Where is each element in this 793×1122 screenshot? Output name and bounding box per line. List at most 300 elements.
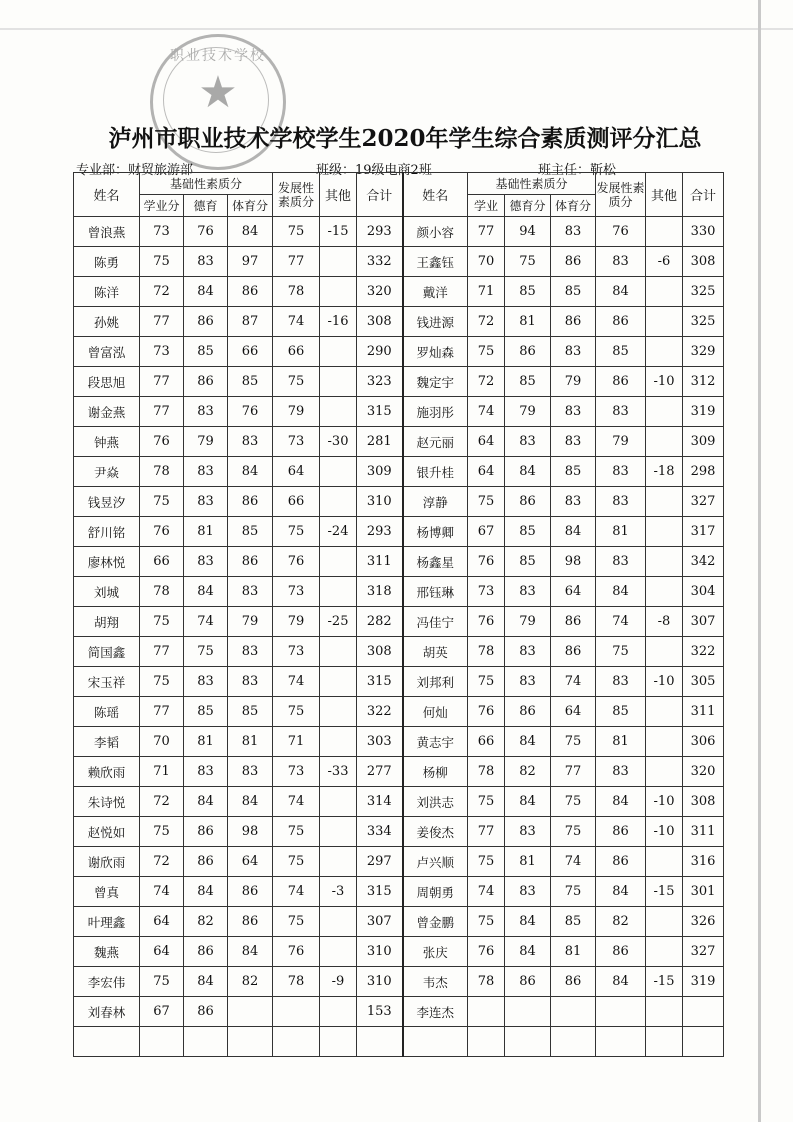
left-moral-cell: 86	[184, 367, 228, 397]
blank-cell	[683, 1027, 724, 1057]
right-moral-cell: 85	[505, 517, 551, 547]
blank-cell	[320, 1027, 357, 1057]
left-pe-cell: 85	[228, 517, 273, 547]
right-name-cell: 杨博卿	[403, 517, 468, 547]
left-other-cell	[320, 277, 357, 307]
right-total-cell: 326	[683, 907, 724, 937]
right-academic-cell: 76	[468, 607, 505, 637]
left-name-cell: 叶理鑫	[74, 907, 140, 937]
right-moral-cell: 81	[505, 847, 551, 877]
table-row	[74, 217, 724, 247]
right-moral-cell: 84	[505, 907, 551, 937]
left-total-cell: 293	[357, 517, 403, 547]
right-name-cell: 银升桂	[403, 457, 468, 487]
right-moral-cell: 85	[505, 277, 551, 307]
right-name-cell: 刘邦利	[403, 667, 468, 697]
right-academic-cell: 76	[468, 697, 505, 727]
right-dev-cell: 83	[596, 397, 646, 427]
left-total-cell: 323	[357, 367, 403, 397]
left-other-cell: -25	[320, 607, 357, 637]
left-moral-cell: 84	[184, 577, 228, 607]
right-total-cell: 311	[683, 697, 724, 727]
left-name-cell: 刘春林	[74, 997, 140, 1027]
left-pe-cell: 83	[228, 757, 273, 787]
table-row	[74, 427, 724, 457]
right-moral-cell: 94	[505, 217, 551, 247]
right-name-cell: 周朝勇	[403, 877, 468, 907]
right-pe-cell: 64	[551, 577, 596, 607]
right-dev-cell: 75	[596, 637, 646, 667]
left-academic-cell: 76	[140, 427, 184, 457]
left-name-cell: 陈洋	[74, 277, 140, 307]
right-academic-cell	[468, 997, 505, 1027]
right-moral-cell: 84	[505, 727, 551, 757]
left-name-cell: 简国鑫	[74, 637, 140, 667]
right-total-cell: 325	[683, 277, 724, 307]
left-total-cell: 303	[357, 727, 403, 757]
table-row	[74, 547, 724, 577]
teacher-value: 靳松	[590, 163, 617, 178]
right-dev-cell: 83	[596, 247, 646, 277]
right-name-cell: 卢兴顺	[403, 847, 468, 877]
right-total-cell: 320	[683, 757, 724, 787]
right-total-cell: 342	[683, 547, 724, 577]
right-academic-cell: 75	[468, 847, 505, 877]
table-row	[74, 307, 724, 337]
left-dev-cell: 66	[273, 487, 320, 517]
left-pe-cell: 84	[228, 937, 273, 967]
left-total-cell: 277	[357, 757, 403, 787]
left-academic-cell: 77	[140, 697, 184, 727]
left-moral-cell: 75	[184, 637, 228, 667]
left-other-cell	[320, 547, 357, 577]
left-total-cell: 315	[357, 877, 403, 907]
left-name-cell: 钟燕	[74, 427, 140, 457]
right-other-cell: -6	[646, 247, 683, 277]
header-name-right: 姓名	[403, 173, 468, 217]
right-pe-cell: 77	[551, 757, 596, 787]
right-other-cell	[646, 937, 683, 967]
header-academic-right: 学业	[468, 195, 505, 217]
left-pe-cell: 66	[228, 337, 273, 367]
left-name-cell: 刘城	[74, 577, 140, 607]
blank-cell	[228, 1027, 273, 1057]
blank-cell	[551, 1027, 596, 1057]
right-academic-cell: 75	[468, 667, 505, 697]
header-other-left: 其他	[320, 173, 357, 217]
left-other-cell	[320, 997, 357, 1027]
left-name-cell: 谢欣雨	[74, 847, 140, 877]
left-dev-cell: 79	[273, 397, 320, 427]
class-label: 班级：	[316, 163, 356, 178]
right-academic-cell: 71	[468, 277, 505, 307]
left-pe-cell: 84	[228, 217, 273, 247]
right-other-cell	[646, 517, 683, 547]
left-name-cell: 曾真	[74, 877, 140, 907]
right-total-cell: 316	[683, 847, 724, 877]
left-name-cell: 舒川铭	[74, 517, 140, 547]
right-moral-cell: 83	[505, 427, 551, 457]
left-dev-cell: 64	[273, 457, 320, 487]
right-academic-cell: 78	[468, 757, 505, 787]
header-moral-left: 德育	[184, 195, 228, 217]
left-total-cell: 315	[357, 667, 403, 697]
left-other-cell: -15	[320, 217, 357, 247]
right-other-cell	[646, 577, 683, 607]
right-total-cell: 319	[683, 397, 724, 427]
right-name-cell: 胡英	[403, 637, 468, 667]
right-other-cell	[646, 217, 683, 247]
right-moral-cell: 86	[505, 487, 551, 517]
right-other-cell	[646, 637, 683, 667]
right-academic-cell: 77	[468, 817, 505, 847]
dept-value: 财贸旅游部	[128, 163, 194, 178]
left-name-cell: 李宏伟	[74, 967, 140, 997]
right-moral-cell: 75	[505, 247, 551, 277]
right-total-cell: 308	[683, 787, 724, 817]
right-total-cell: 311	[683, 817, 724, 847]
right-dev-cell: 83	[596, 667, 646, 697]
table-row	[74, 487, 724, 517]
header-pe-left: 体育分	[228, 195, 273, 217]
right-name-cell: 戴洋	[403, 277, 468, 307]
left-dev-cell: 77	[273, 247, 320, 277]
table-row	[74, 787, 724, 817]
left-dev-cell: 74	[273, 787, 320, 817]
left-academic-cell: 75	[140, 967, 184, 997]
right-moral-cell: 84	[505, 787, 551, 817]
left-pe-cell: 83	[228, 427, 273, 457]
right-total-cell: 307	[683, 607, 724, 637]
right-total-cell: 329	[683, 337, 724, 367]
left-total-cell: 281	[357, 427, 403, 457]
left-total-cell: 297	[357, 847, 403, 877]
left-pe-cell: 86	[228, 277, 273, 307]
right-total-cell: 325	[683, 307, 724, 337]
right-total-cell: 312	[683, 367, 724, 397]
left-total-cell: 153	[357, 997, 403, 1027]
left-total-cell: 314	[357, 787, 403, 817]
left-dev-cell: 75	[273, 847, 320, 877]
table-row	[74, 247, 724, 277]
header-pe-right: 体育分	[551, 195, 596, 217]
left-academic-cell: 66	[140, 547, 184, 577]
left-other-cell	[320, 337, 357, 367]
left-total-cell: 308	[357, 637, 403, 667]
right-moral-cell: 79	[505, 397, 551, 427]
right-pe-cell: 85	[551, 457, 596, 487]
right-pe-cell: 86	[551, 967, 596, 997]
right-pe-cell	[551, 997, 596, 1027]
blank-cell	[468, 1027, 505, 1057]
right-pe-cell: 64	[551, 697, 596, 727]
left-pe-cell: 76	[228, 397, 273, 427]
left-dev-cell: 78	[273, 277, 320, 307]
table-row	[74, 457, 724, 487]
left-academic-cell: 78	[140, 577, 184, 607]
blank-cell	[273, 1027, 320, 1057]
blank-cell	[140, 1027, 184, 1057]
right-dev-cell: 84	[596, 877, 646, 907]
right-total-cell: 330	[683, 217, 724, 247]
right-academic-cell: 78	[468, 967, 505, 997]
table-row	[74, 337, 724, 367]
right-name-cell: 刘洪志	[403, 787, 468, 817]
right-academic-cell: 73	[468, 577, 505, 607]
right-name-cell: 赵元丽	[403, 427, 468, 457]
table-row	[74, 907, 724, 937]
right-dev-cell: 79	[596, 427, 646, 457]
left-moral-cell: 81	[184, 727, 228, 757]
right-total-cell: 327	[683, 487, 724, 517]
right-other-cell	[646, 547, 683, 577]
class-value: 19级电商2班	[355, 163, 432, 178]
left-total-cell: 290	[357, 337, 403, 367]
right-dev-cell: 83	[596, 757, 646, 787]
left-pe-cell: 82	[228, 967, 273, 997]
left-academic-cell: 72	[140, 277, 184, 307]
right-moral-cell: 83	[505, 637, 551, 667]
table-row	[74, 667, 724, 697]
right-pe-cell: 75	[551, 817, 596, 847]
left-academic-cell: 71	[140, 757, 184, 787]
right-total-cell: 301	[683, 877, 724, 907]
blank-cell	[357, 1027, 403, 1057]
right-academic-cell: 78	[468, 637, 505, 667]
left-dev-cell: 76	[273, 937, 320, 967]
right-dev-cell	[596, 997, 646, 1027]
left-pe-cell: 84	[228, 787, 273, 817]
right-pe-cell: 83	[551, 487, 596, 517]
right-dev-cell: 82	[596, 907, 646, 937]
left-dev-cell: 73	[273, 757, 320, 787]
right-pe-cell: 74	[551, 847, 596, 877]
left-total-cell: 318	[357, 577, 403, 607]
scan-edge-right	[758, 0, 761, 1122]
dept-label: 专业部：	[76, 163, 129, 178]
right-name-cell: 淳静	[403, 487, 468, 517]
left-other-cell	[320, 847, 357, 877]
left-pe-cell: 86	[228, 547, 273, 577]
left-total-cell: 311	[357, 547, 403, 577]
left-moral-cell: 86	[184, 847, 228, 877]
right-total-cell: 298	[683, 457, 724, 487]
right-pe-cell: 74	[551, 667, 596, 697]
blank-cell	[646, 1027, 683, 1057]
left-name-cell: 孙姚	[74, 307, 140, 337]
left-academic-cell: 77	[140, 367, 184, 397]
left-other-cell: -33	[320, 757, 357, 787]
right-total-cell: 306	[683, 727, 724, 757]
right-pe-cell: 86	[551, 607, 596, 637]
left-other-cell	[320, 697, 357, 727]
left-other-cell: -9	[320, 967, 357, 997]
left-total-cell: 308	[357, 307, 403, 337]
left-moral-cell: 83	[184, 757, 228, 787]
header-moral-right: 德育分	[505, 195, 551, 217]
right-pe-cell: 86	[551, 247, 596, 277]
left-total-cell: 310	[357, 967, 403, 997]
table-row	[74, 697, 724, 727]
left-pe-cell: 64	[228, 847, 273, 877]
left-academic-cell: 73	[140, 337, 184, 367]
header-academic-left: 学业分	[140, 195, 184, 217]
right-moral-cell: 83	[505, 877, 551, 907]
table-row	[74, 757, 724, 787]
right-other-cell	[646, 697, 683, 727]
left-name-cell: 李韬	[74, 727, 140, 757]
left-dev-cell: 73	[273, 577, 320, 607]
right-dev-cell: 86	[596, 847, 646, 877]
right-dev-cell: 84	[596, 577, 646, 607]
left-total-cell: 282	[357, 607, 403, 637]
right-academic-cell: 64	[468, 427, 505, 457]
left-pe-cell: 84	[228, 457, 273, 487]
right-other-cell	[646, 307, 683, 337]
left-other-cell	[320, 907, 357, 937]
left-academic-cell: 64	[140, 907, 184, 937]
left-moral-cell: 83	[184, 667, 228, 697]
left-other-cell: -30	[320, 427, 357, 457]
table-row	[74, 967, 724, 997]
left-total-cell: 320	[357, 277, 403, 307]
left-academic-cell: 75	[140, 667, 184, 697]
right-academic-cell: 75	[468, 337, 505, 367]
right-other-cell	[646, 997, 683, 1027]
right-name-cell: 颜小容	[403, 217, 468, 247]
left-other-cell	[320, 787, 357, 817]
header-total-right: 合计	[683, 173, 724, 217]
right-total-cell: 322	[683, 637, 724, 667]
left-total-cell: 310	[357, 487, 403, 517]
left-pe-cell: 83	[228, 577, 273, 607]
left-name-cell: 陈勇	[74, 247, 140, 277]
right-dev-cell: 83	[596, 457, 646, 487]
right-dev-cell: 81	[596, 517, 646, 547]
right-moral-cell: 86	[505, 697, 551, 727]
left-dev-cell	[273, 997, 320, 1027]
right-name-cell: 李连杰	[403, 997, 468, 1027]
right-pe-cell: 83	[551, 337, 596, 367]
left-other-cell: -3	[320, 877, 357, 907]
left-pe-cell: 83	[228, 637, 273, 667]
left-dev-cell: 73	[273, 637, 320, 667]
left-dev-cell: 79	[273, 607, 320, 637]
left-other-cell	[320, 247, 357, 277]
teacher-label: 班主任：	[538, 163, 591, 178]
right-dev-cell: 84	[596, 787, 646, 817]
right-moral-cell: 83	[505, 667, 551, 697]
right-academic-cell: 75	[468, 487, 505, 517]
left-moral-cell: 84	[184, 967, 228, 997]
right-pe-cell: 75	[551, 787, 596, 817]
left-pe-cell: 87	[228, 307, 273, 337]
left-moral-cell: 81	[184, 517, 228, 547]
right-name-cell: 冯佳宁	[403, 607, 468, 637]
right-pe-cell: 75	[551, 727, 596, 757]
right-other-cell: -10	[646, 667, 683, 697]
left-moral-cell: 84	[184, 787, 228, 817]
right-dev-cell: 85	[596, 337, 646, 367]
header-dev-left: 发展性素质分	[273, 173, 320, 217]
left-moral-cell: 86	[184, 307, 228, 337]
right-other-cell	[646, 907, 683, 937]
blank-cell	[505, 1027, 551, 1057]
left-academic-cell: 72	[140, 787, 184, 817]
right-total-cell: 319	[683, 967, 724, 997]
right-pe-cell: 83	[551, 427, 596, 457]
right-total-cell: 309	[683, 427, 724, 457]
left-other-cell	[320, 397, 357, 427]
left-pe-cell: 79	[228, 607, 273, 637]
right-dev-cell: 84	[596, 967, 646, 997]
right-academic-cell: 67	[468, 517, 505, 547]
right-pe-cell: 85	[551, 277, 596, 307]
right-moral-cell: 85	[505, 367, 551, 397]
right-pe-cell: 75	[551, 877, 596, 907]
right-other-cell	[646, 487, 683, 517]
right-pe-cell: 79	[551, 367, 596, 397]
left-academic-cell: 75	[140, 487, 184, 517]
left-dev-cell: 75	[273, 697, 320, 727]
right-other-cell: -10	[646, 817, 683, 847]
right-moral-cell: 84	[505, 937, 551, 967]
right-name-cell: 杨鑫星	[403, 547, 468, 577]
right-pe-cell: 83	[551, 397, 596, 427]
right-name-cell: 魏定宇	[403, 367, 468, 397]
right-name-cell: 韦杰	[403, 967, 468, 997]
left-dev-cell: 75	[273, 217, 320, 247]
right-other-cell	[646, 727, 683, 757]
table-row	[74, 607, 724, 637]
right-pe-cell: 86	[551, 637, 596, 667]
left-dev-cell: 76	[273, 547, 320, 577]
left-other-cell: -16	[320, 307, 357, 337]
right-other-cell: -8	[646, 607, 683, 637]
right-total-cell: 304	[683, 577, 724, 607]
left-academic-cell: 77	[140, 307, 184, 337]
left-total-cell: 334	[357, 817, 403, 847]
header-total-left: 合计	[357, 173, 403, 217]
left-academic-cell: 72	[140, 847, 184, 877]
right-other-cell: -10	[646, 787, 683, 817]
left-total-cell: 315	[357, 397, 403, 427]
left-academic-cell: 77	[140, 637, 184, 667]
left-other-cell	[320, 937, 357, 967]
right-name-cell: 姜俊杰	[403, 817, 468, 847]
left-pe-cell: 81	[228, 727, 273, 757]
right-moral-cell: 79	[505, 607, 551, 637]
left-pe-cell: 85	[228, 697, 273, 727]
left-name-cell: 胡翔	[74, 607, 140, 637]
left-academic-cell: 70	[140, 727, 184, 757]
left-moral-cell: 83	[184, 397, 228, 427]
blank-cell	[596, 1027, 646, 1057]
score-table-body	[74, 217, 724, 1057]
blank-cell	[74, 1027, 140, 1057]
left-moral-cell: 83	[184, 487, 228, 517]
right-pe-cell: 86	[551, 307, 596, 337]
left-total-cell: 293	[357, 217, 403, 247]
right-moral-cell: 86	[505, 967, 551, 997]
left-dev-cell: 75	[273, 907, 320, 937]
right-academic-cell: 75	[468, 907, 505, 937]
left-academic-cell: 73	[140, 217, 184, 247]
right-other-cell	[646, 337, 683, 367]
left-total-cell: 310	[357, 937, 403, 967]
left-pe-cell: 98	[228, 817, 273, 847]
right-other-cell	[646, 277, 683, 307]
